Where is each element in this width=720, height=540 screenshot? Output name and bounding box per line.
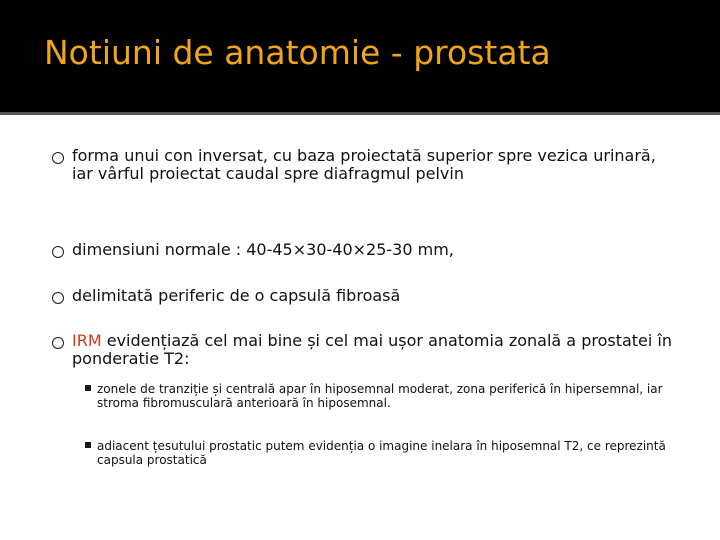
square-bullet-icon — [85, 442, 91, 448]
hollow-circle-bullet-icon — [52, 246, 64, 258]
slide-title: Notiuni de anatomie - prostata — [44, 33, 551, 72]
bullet-text: delimitată periferic de o capsulă fibroasă — [72, 286, 401, 305]
bullet-item-irm — [52, 332, 672, 368]
sub-bullet-text: adiacent țesutului prostatic putem evidenția o imagine inelara în hiposemnal T2, ce reprezintă capsula prostatică — [97, 439, 666, 467]
square-bullet-icon — [85, 385, 91, 391]
bullet-text-wrapper — [72, 332, 672, 368]
bullet-text: dimensiuni normale : 40-45×30-40×25-30 mm, — [72, 240, 454, 259]
title-band — [0, 0, 720, 112]
irm-accent-label: IRM — [72, 331, 102, 350]
hollow-circle-bullet-icon — [52, 152, 64, 164]
hollow-circle-bullet-icon — [52, 292, 64, 304]
sub-bullet-item-capsule-ring — [85, 439, 685, 467]
sub-bullet-text: zonele de tranziție și centrală apar în hiposemnal moderat, zona periferică în hipersemnal, iar stroma fibromusculară anterioară în hiposemnal. — [97, 382, 663, 410]
bullet-text: evidențiază cel mai bine și cel mai ușor anatomia zonală a prostatei în ponderatie T2: — [72, 331, 673, 368]
bullet-text: forma unui con inversat, cu baza proiectată superior spre vezica urinară, iar vârful proiectat caudal spre diafragmul pelvin — [72, 146, 656, 183]
bullet-item-dimensions — [52, 241, 672, 259]
title-divider — [0, 112, 720, 115]
bullet-item-shape — [52, 147, 672, 183]
hollow-circle-bullet-icon — [52, 337, 64, 349]
bullet-item-capsule — [52, 287, 672, 305]
sub-bullet-item-zones — [85, 382, 685, 410]
